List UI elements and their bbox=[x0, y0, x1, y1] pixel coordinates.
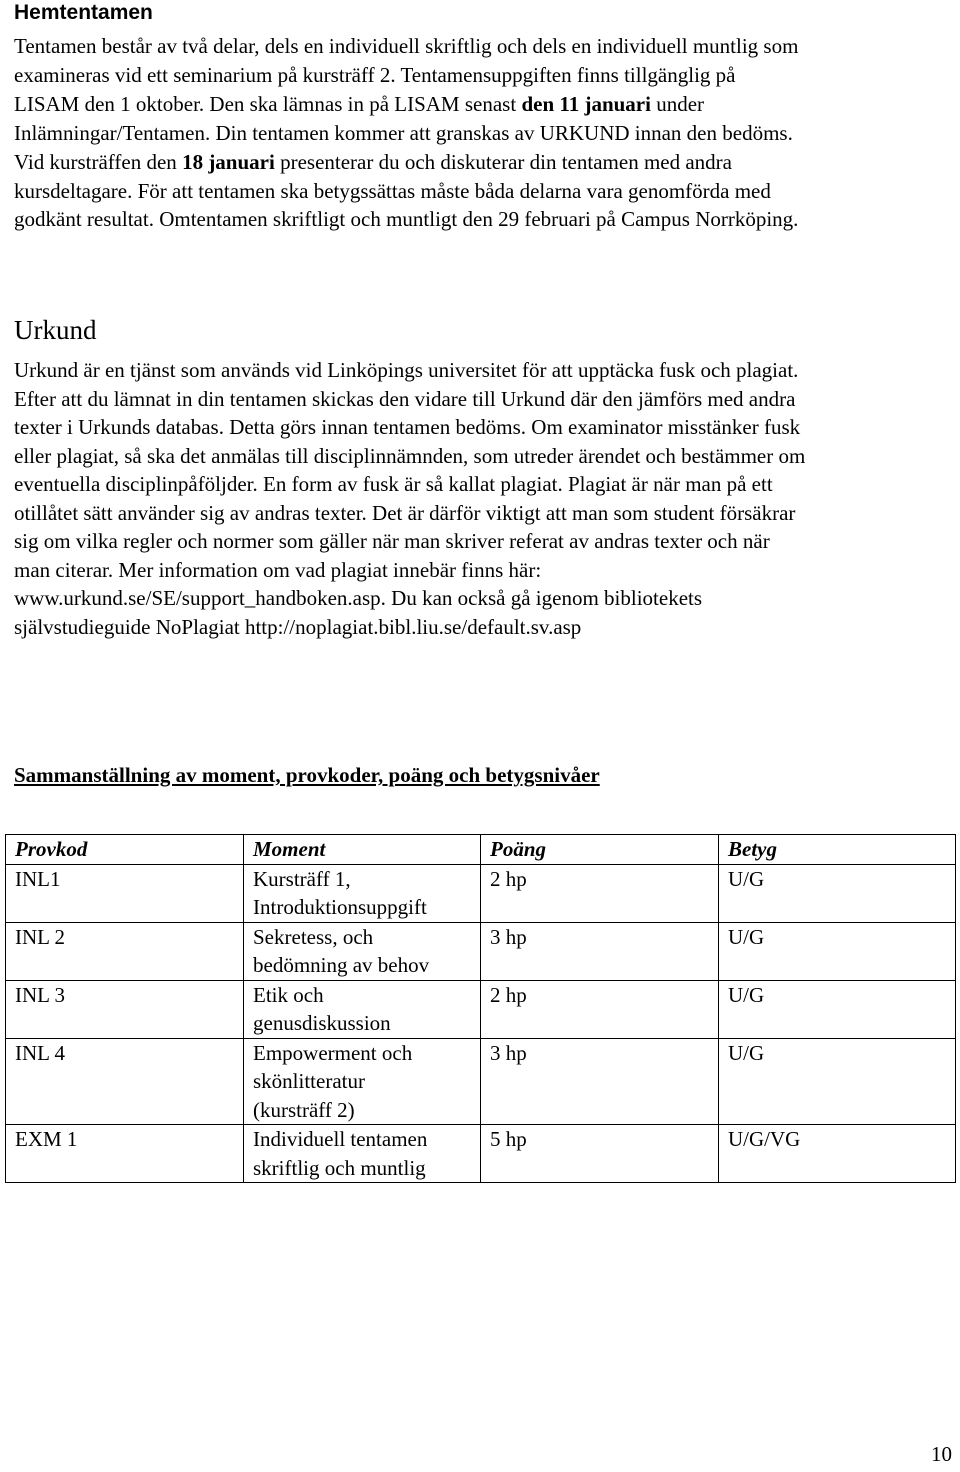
text-line: texter i Urkunds databas. Detta görs innan tentamen bedöms. Om examinator misstänker fusk bbox=[14, 415, 801, 439]
moment-line: skönlitteratur bbox=[253, 1069, 365, 1093]
cell-betyg: U/G bbox=[719, 864, 956, 922]
moment-line: Sekretess, och bbox=[253, 924, 374, 949]
text-line bbox=[14, 205, 954, 234]
text-line: eventuella disciplinpåföljder. En form av fusk är så kallat plagiat. Plagiat är när man på ett bbox=[14, 472, 773, 496]
text-run: Inlämningar/Tentamen. Din tentamen kommer att granskas av URKUND innan den bedöms. bbox=[14, 120, 793, 145]
moment-line: Etik och bbox=[253, 982, 324, 1007]
column-header-provkod: Provkod bbox=[6, 835, 244, 865]
text-run: LISAM den 1 oktober. Den ska lämnas in på LISAM senast bbox=[14, 91, 522, 116]
cell-betyg: U/G bbox=[719, 1038, 956, 1125]
text-line bbox=[14, 32, 954, 61]
text-run: godkänt resultat. Omtentamen skriftligt och muntligt den 29 februari på Campus Norrköping. bbox=[14, 207, 799, 232]
column-header-moment: Moment bbox=[244, 835, 481, 865]
text-line: otillåtet sätt använder sig av andras texter. Det är därför viktigt att man som student försäkrar bbox=[14, 500, 796, 525]
cell-moment bbox=[244, 922, 481, 980]
table-body bbox=[6, 864, 956, 1183]
text-line: Efter att du lämnat in din tentamen skickas den vidare till Urkund där den jämförs med andra bbox=[14, 386, 796, 411]
summary-heading: Sammanställning av moment, provkoder, poäng och betygsnivåer bbox=[14, 763, 600, 787]
table-row bbox=[6, 1038, 956, 1125]
moment-line: Kursträff 1, bbox=[253, 866, 351, 891]
cell-provkod: INL 3 bbox=[6, 980, 244, 1038]
section-heading-urkund: Urkund bbox=[14, 315, 97, 345]
cell-betyg: U/G bbox=[719, 922, 956, 980]
cell-poang: 2 hp bbox=[481, 864, 719, 922]
text-line: www.urkund.se/SE/support_handboken.asp. Du kan också gå igenom bibliotekets bbox=[14, 586, 703, 610]
cell-poang: 2 hp bbox=[481, 980, 719, 1038]
cell-moment bbox=[244, 1125, 481, 1183]
cell-provkod: INL1 bbox=[6, 864, 244, 922]
text-run: under bbox=[650, 91, 705, 116]
moment-line: bedömning av behov bbox=[253, 953, 430, 977]
bold-date: den 11 januari bbox=[521, 91, 651, 116]
moment-line: genusdiskussion bbox=[253, 1011, 391, 1035]
cell-provkod: INL 4 bbox=[6, 1038, 244, 1125]
text-line: sig om vilka regler och normer som gäller när man skriver referat av andras texter och när bbox=[14, 529, 770, 553]
cell-provkod: EXM 1 bbox=[6, 1125, 244, 1183]
urkund-paragraph bbox=[14, 356, 954, 641]
cell-poang: 3 hp bbox=[481, 922, 719, 980]
table-row bbox=[6, 1125, 956, 1183]
table-header-row bbox=[6, 835, 956, 865]
hemtentamen-paragraph bbox=[14, 32, 954, 234]
text-line: man citerar. Mer information om vad plagiat innebär finns här: bbox=[14, 557, 542, 582]
cell-moment bbox=[244, 1038, 481, 1125]
table-row bbox=[6, 922, 956, 980]
text-line: eller plagiat, så ska det anmälas till disciplinnämnden, som utreder ärendet och bestämmer om bbox=[14, 443, 806, 468]
cell-betyg: U/G/VG bbox=[719, 1125, 956, 1183]
text-line bbox=[14, 90, 954, 119]
text-line bbox=[14, 119, 954, 148]
text-line: Urkund är en tjänst som används vid Linköpings universitet för att upptäcka fusk och plagiat. bbox=[14, 358, 799, 382]
moment-line: Empowerment och bbox=[253, 1040, 413, 1065]
moment-line: (kursträff 2) bbox=[253, 1097, 355, 1122]
text-line bbox=[14, 148, 954, 177]
moment-line: skriftlig och muntlig bbox=[253, 1155, 426, 1180]
cell-moment bbox=[244, 864, 481, 922]
table-row bbox=[6, 980, 956, 1038]
cell-poang: 5 hp bbox=[481, 1125, 719, 1183]
text-run: Vid kursträffen den bbox=[14, 149, 183, 174]
text-run: Tentamen består av två delar, dels en individuell skriftlig och dels en individuell muntlig som bbox=[14, 34, 799, 58]
section-heading-hemtentamen: Hemtentamen bbox=[14, 1, 153, 24]
page-number: 10 bbox=[931, 1442, 952, 1466]
moment-line: Introduktionsuppgift bbox=[253, 895, 427, 919]
text-run: kursdeltagare. För att tentamen ska betygssättas måste båda delarna vara genomförda med bbox=[14, 178, 771, 203]
column-header-betyg: Betyg bbox=[719, 835, 956, 865]
text-line: självstudieguide NoPlagiat http://noplagiat.bibl.liu.se/default.sv.asp bbox=[14, 614, 582, 639]
text-line bbox=[14, 61, 954, 90]
cell-poang: 3 hp bbox=[481, 1038, 719, 1125]
cell-moment bbox=[244, 980, 481, 1038]
table-row bbox=[6, 864, 956, 922]
cell-betyg: U/G bbox=[719, 980, 956, 1038]
text-line bbox=[14, 177, 954, 206]
summary-table bbox=[5, 834, 956, 1183]
cell-provkod: INL 2 bbox=[6, 922, 244, 980]
bold-date: 18 januari bbox=[182, 149, 275, 174]
column-header-poang: Poäng bbox=[481, 835, 719, 865]
text-run: examineras vid ett seminarium på kursträff 2. Tentamensuppgiften finns tillgänglig på bbox=[14, 62, 736, 87]
text-run: presenterar du och diskuterar din tentamen med andra bbox=[274, 149, 732, 174]
moment-line: Individuell tentamen bbox=[253, 1127, 428, 1151]
